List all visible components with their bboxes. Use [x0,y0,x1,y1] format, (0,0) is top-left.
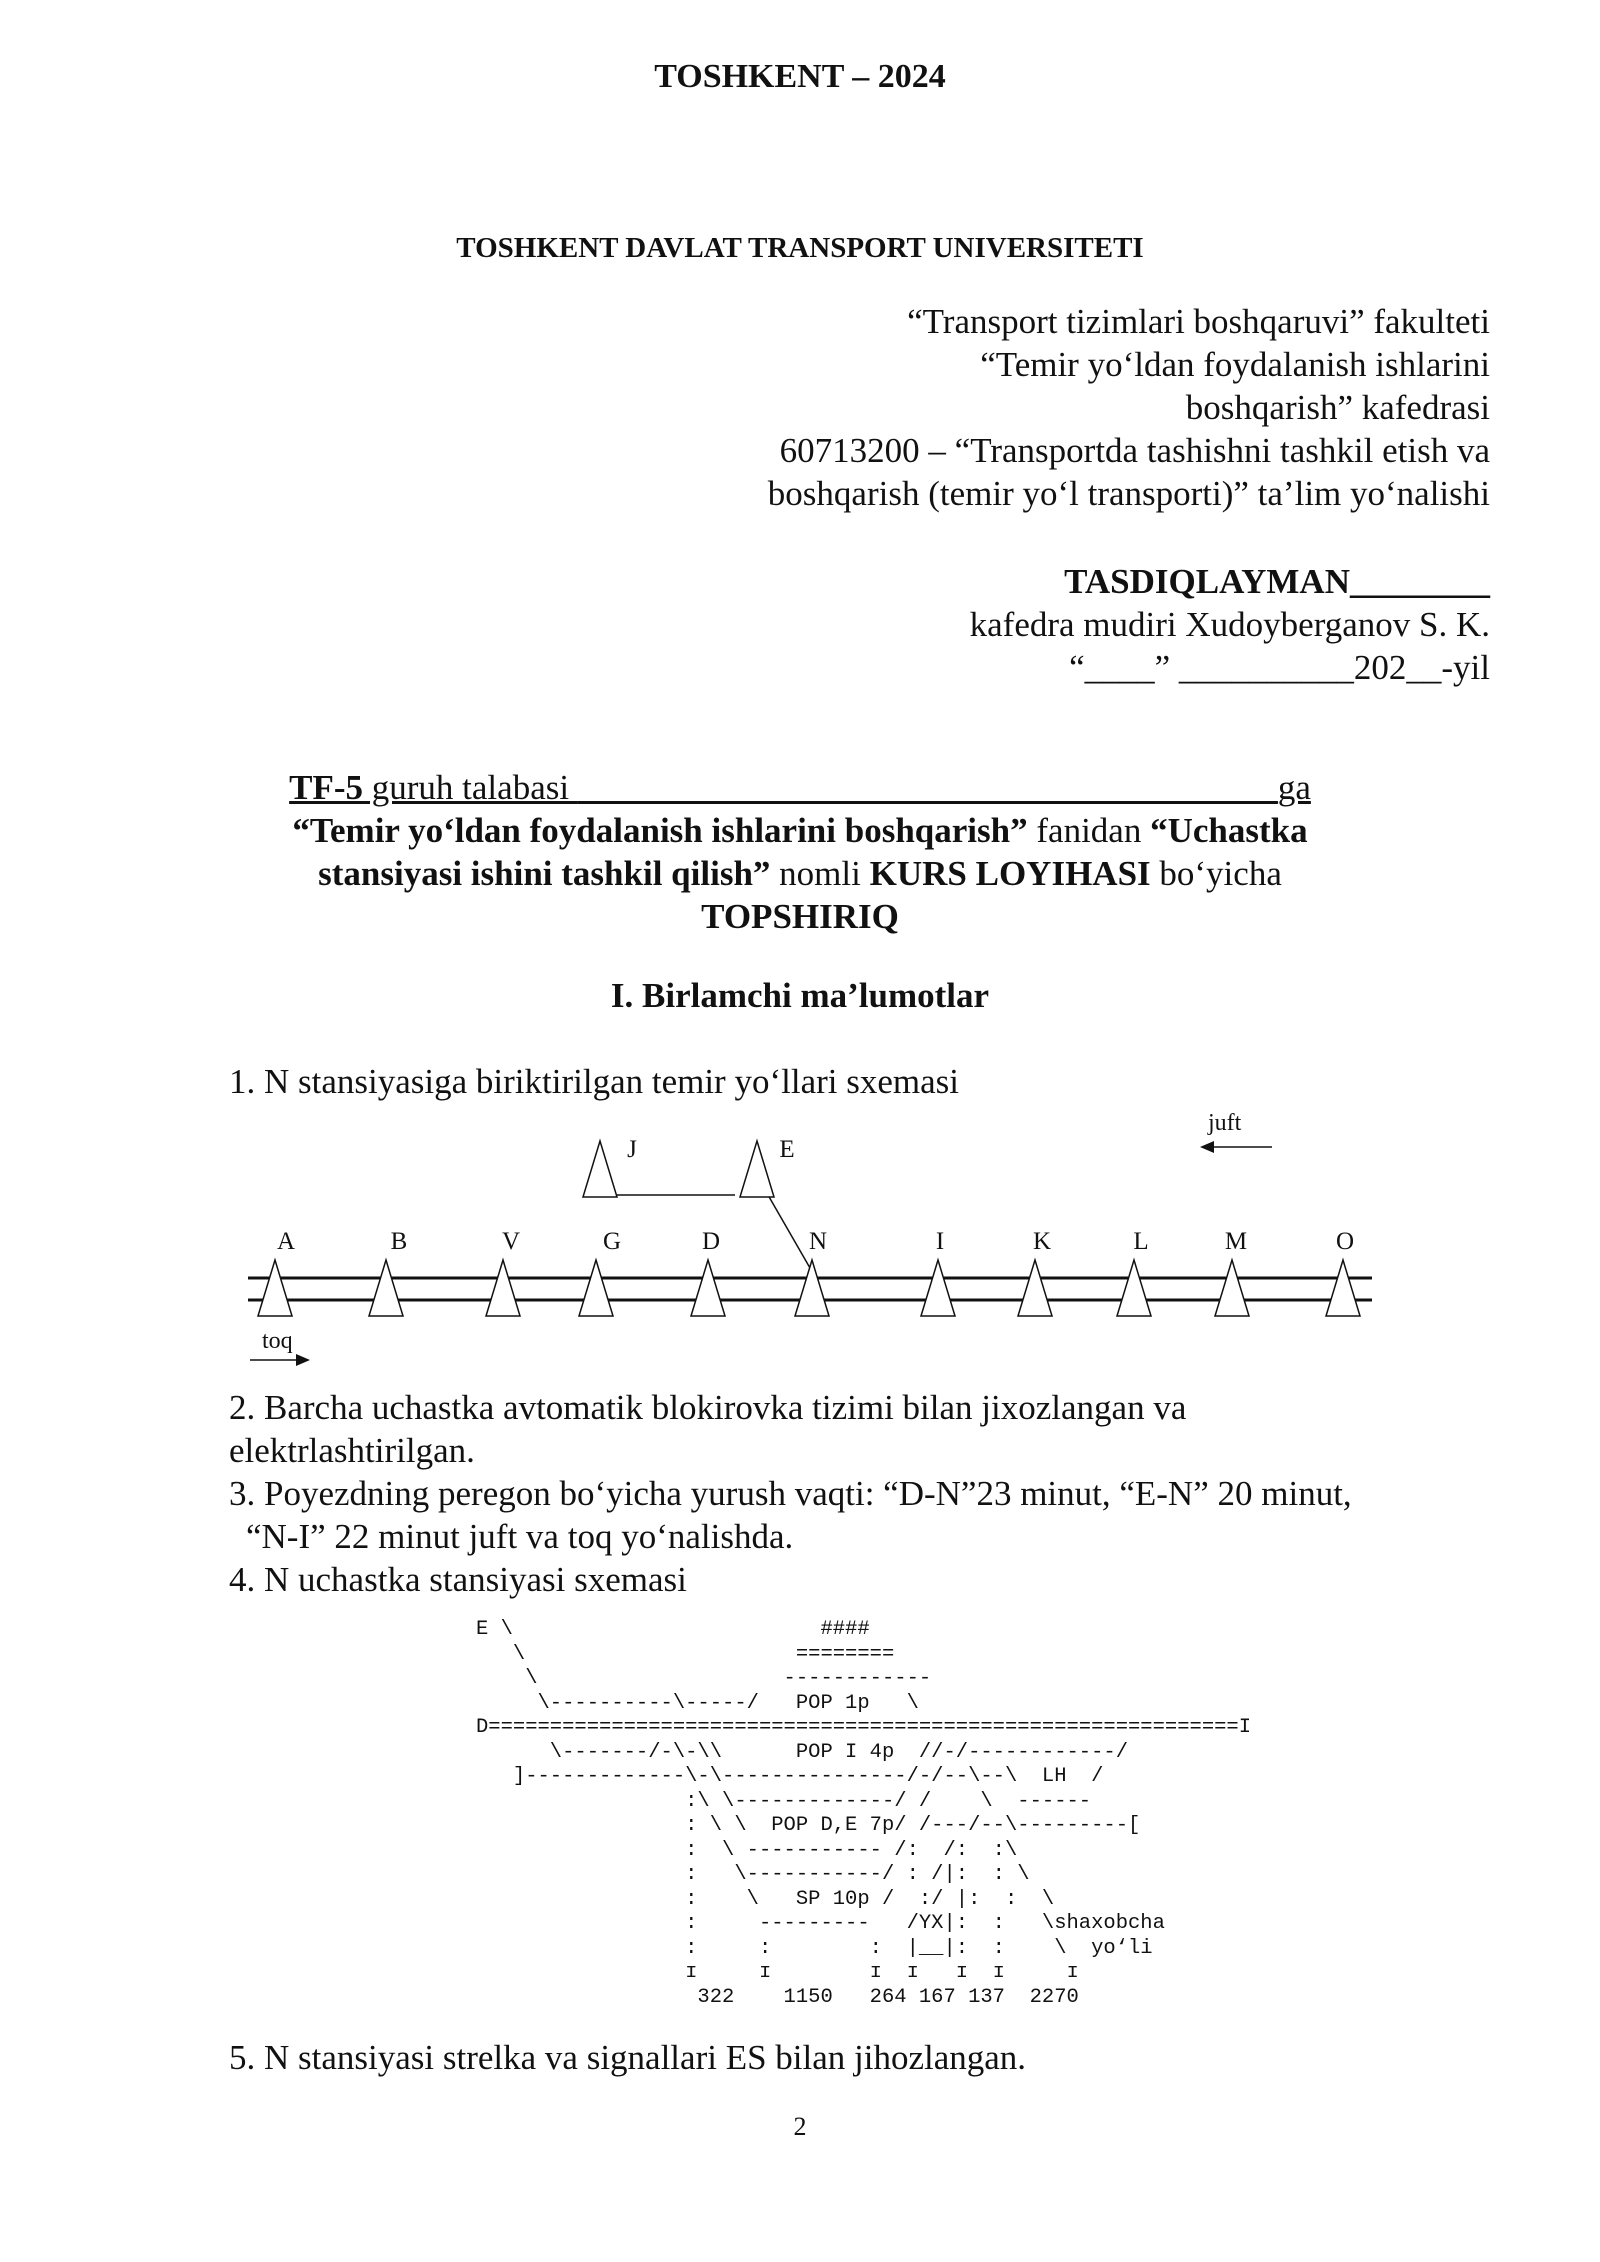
university-name: TOSHKENT DAVLAT TRANSPORT UNIVERSITETI [456,232,1144,264]
item-2-line-1: 2. Barcha uchastka avtomatik blokirovka tizimi bilan jixozlangan va [229,1388,1187,1427]
station-label-d: D [701,1228,721,1255]
direction-even-label: juft [1208,1110,1242,1136]
station-marker-k [1018,1260,1052,1316]
branch-station-marker-e [740,1141,774,1197]
station-label-n: N [808,1228,828,1255]
station-label-o: O [1335,1228,1355,1255]
item-3-line-1: 3. Poyezdning peregon bo‘yicha yurush vaqti: “D-N”23 minut, “E-N” 20 minut, [229,1474,1352,1513]
station-label-a: A [276,1228,296,1255]
student-suffix: ga [1277,768,1311,807]
fanidan-word: fanidan [1027,811,1151,850]
approval-title: TASDIQLAYMAN________ [1064,562,1490,601]
item-4: 4. N uchastka stansiyasi sxemasi [229,1560,687,1599]
station-marker-n [795,1260,829,1316]
station-label-g: G [602,1228,622,1255]
student-label: guruh talabasi [363,768,578,807]
direction-even [1200,1110,1272,1153]
item-5: 5. N stansiyasi strelka va signallari ES bilan jihozlangan. [229,2038,1027,2077]
faculty-line: boshqarish (temir yo‘l transporti)” ta’lim yo‘nalishi [767,474,1490,513]
header-city-year: TOSHKENT – 2024 [654,58,946,95]
approval-date: “____” __________202__-yil [1069,648,1490,687]
station-marker-g [579,1260,613,1316]
station-label-i: I [935,1228,945,1255]
topic-part2: stansiyasi ishini tashkil qilish” [318,854,771,893]
faculty-line: “Transport tizimlari boshqaruvi” fakulteti [907,302,1490,341]
project-type: KURS LOYIHASI [869,854,1151,893]
station-label-m: M [1224,1228,1248,1255]
station-marker-i [921,1260,955,1316]
section-title: I. Birlamchi ma’lumotlar [610,976,990,1015]
arrowhead-left-icon [1200,1141,1214,1153]
station-label-k: K [1032,1228,1052,1255]
direction-odd-label: toq [262,1328,293,1354]
faculty-line: boshqarish” kafedrasi [1185,388,1490,427]
station-label-b: B [390,1228,408,1255]
nomli-word: nomli [770,854,870,893]
group-code: TF-5 [289,768,364,807]
station-label-v: V [501,1228,521,1255]
direction-odd [250,1328,310,1366]
station-marker-d [691,1260,725,1316]
station-marker-m [1215,1260,1249,1316]
station-label-l: L [1133,1228,1149,1255]
student-blank: ________________________________________ [577,768,1278,807]
branch-station-label-j: J [627,1136,637,1163]
arrowhead-right-icon [296,1354,310,1366]
faculty-line: “Temir yo‘ldan foydalanish ishlarini [980,345,1490,384]
item-2-line-2: elektrlashtirilgan. [229,1431,475,1470]
station-marker-v [486,1260,520,1316]
subject-name: “Temir yo‘ldan foydalanish ishlarini boshqarish” [292,811,1028,850]
approval-head: kafedra mudiri Xudoyberganov S. K. [969,605,1490,644]
boyicha-word: bo‘yicha [1150,854,1282,893]
station-marker-o [1326,1260,1360,1316]
item-1: 1. N stansiyasiga biriktirilgan temir yo‘llari sxemasi [229,1062,959,1101]
page-number: 2 [793,2112,807,2141]
branch-station-label-e: E [779,1136,795,1163]
topic-part1: “Uchastka [1150,811,1308,850]
branch-station-marker-j [583,1141,617,1197]
item-3-line-2: “N-I” 22 minut juft va toq yo‘nalishda. [246,1517,794,1556]
faculty-line: 60713200 – “Transportda tashishni tashkil etish va [779,431,1490,470]
station-marker-l [1117,1260,1151,1316]
station-marker-a [258,1260,292,1316]
task-title: TOPSHIRIQ [701,897,899,936]
station-marker-b [369,1260,403,1316]
station-scheme: E \ #### \ ======== \ ------------ \----------\-----/ POP 1p \ D=============================================================I \-------/-\-\\ POP I 4p //-/------------/ ]-------------\-\---------------/-/--\--\ LH / :\ \-------------/ / \ ------ : \ \ POP D,E 7p/ /---/--\---------[ : \ ----------- /: /: :\ : \-----------/ : /|: : \ : \ SP 10p / :/ |: : \ : --------- /YX|: : \shaxobcha : : : |__|: : \ yo‘li ɪ ɪ ɪ ɪ ɪ ɪ ɪ 322 1150 264 167 137 2270 [476,1618,1252,2009]
branch-connector [768,1195,810,1268]
